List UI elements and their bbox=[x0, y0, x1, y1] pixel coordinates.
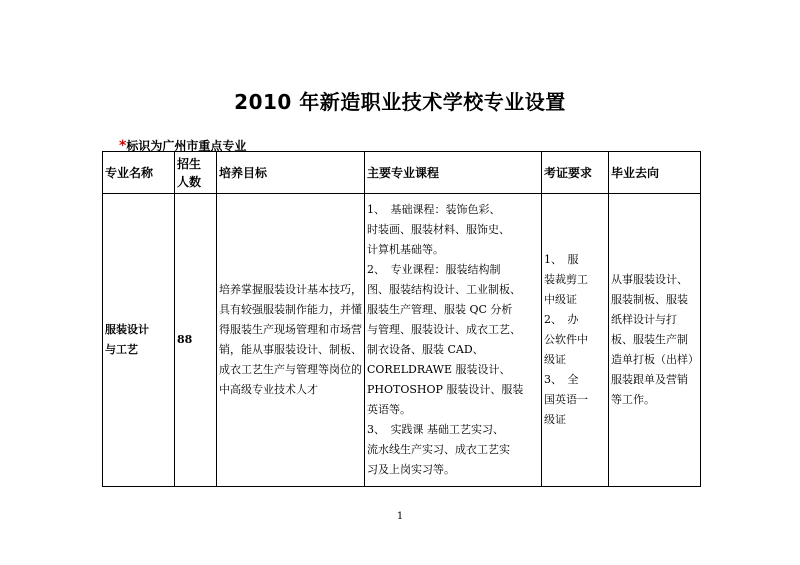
header-major: 专业名称 bbox=[103, 152, 175, 194]
cert-line: 2、 办 bbox=[544, 313, 579, 326]
training-goal-cell: 培养掌握服装设计基本技巧，具有较强服装制作能力，并懂得服装生产现场管理和市场营销，能从事服装设计、制板、成衣工艺生产与管理等岗位的中高级专业技术人才 bbox=[217, 194, 365, 487]
header-enrollment-line1: 招生 bbox=[177, 156, 202, 171]
major-name-line2: 与工艺 bbox=[105, 343, 138, 356]
course-line: 3、 实践课 基础工艺实习、 bbox=[367, 423, 504, 436]
header-courses: 主要专业课程 bbox=[365, 152, 542, 194]
header-career: 毕业去向 bbox=[609, 152, 701, 194]
course-line: 服装生产管理、服装 QC 分析 bbox=[367, 303, 513, 316]
header-enrollment bbox=[175, 152, 217, 194]
document-title: 2010 年新造职业技术学校专业设置 bbox=[234, 90, 566, 114]
career-path-cell: 从事服装设计、服装制板、服装纸样设计与打板、服装生产制造单打板（出样）服装跟单及营销等工作。 bbox=[609, 194, 701, 487]
course-line: 1、 基础课程：装饰色彩、 bbox=[367, 203, 501, 216]
cert-line: 中级证 bbox=[544, 293, 577, 306]
cert-line: 1、 服 bbox=[544, 253, 579, 266]
course-line: 与管理、服装设计、成衣工艺、 bbox=[367, 323, 521, 336]
cert-line: 3、 全 bbox=[544, 373, 579, 386]
major-settings-table bbox=[102, 151, 701, 487]
courses-cell bbox=[365, 194, 542, 487]
course-line: 习及上岗实习等。 bbox=[367, 463, 455, 476]
course-line: 流水线生产实习、成衣工艺实 bbox=[367, 443, 510, 456]
course-line: 制衣设备、服装 CAD、 bbox=[367, 343, 484, 356]
course-line: 图、服装结构设计、工业制板、 bbox=[367, 283, 521, 296]
header-certs: 考证要求 bbox=[542, 152, 609, 194]
course-line: 计算机基础等。 bbox=[367, 243, 444, 256]
major-name-cell bbox=[103, 194, 175, 487]
key-major-note-text: 标识为广州市重点专业 bbox=[126, 139, 247, 153]
cert-line: 级证 bbox=[544, 413, 566, 426]
certification-cell bbox=[542, 194, 609, 487]
cert-line: 国英语一 bbox=[544, 393, 588, 406]
major-name-line1: 服装设计 bbox=[105, 323, 149, 336]
page-number: 1 bbox=[396, 511, 404, 522]
table-row bbox=[103, 194, 701, 487]
course-line: 英语等。 bbox=[367, 403, 411, 416]
course-line: 时装画、服装材料、服饰史、 bbox=[367, 223, 510, 236]
enrollment-cell: 88 bbox=[175, 194, 217, 487]
course-line: PHOTOSHOP 服装设计、服装 bbox=[367, 383, 524, 396]
table-header-row bbox=[103, 152, 701, 194]
header-goal: 培养目标 bbox=[217, 152, 365, 194]
cert-line: 装裁剪工 bbox=[544, 273, 588, 286]
cert-line: 公软件中 bbox=[544, 333, 588, 346]
header-enrollment-line2: 人数 bbox=[177, 174, 202, 189]
course-line: 2、 专业课程：服装结构制 bbox=[367, 263, 501, 276]
key-major-star-icon: * bbox=[119, 138, 127, 154]
cert-line: 级证 bbox=[544, 353, 566, 366]
course-line: CORELDRAWE 服装设计、 bbox=[367, 363, 511, 376]
